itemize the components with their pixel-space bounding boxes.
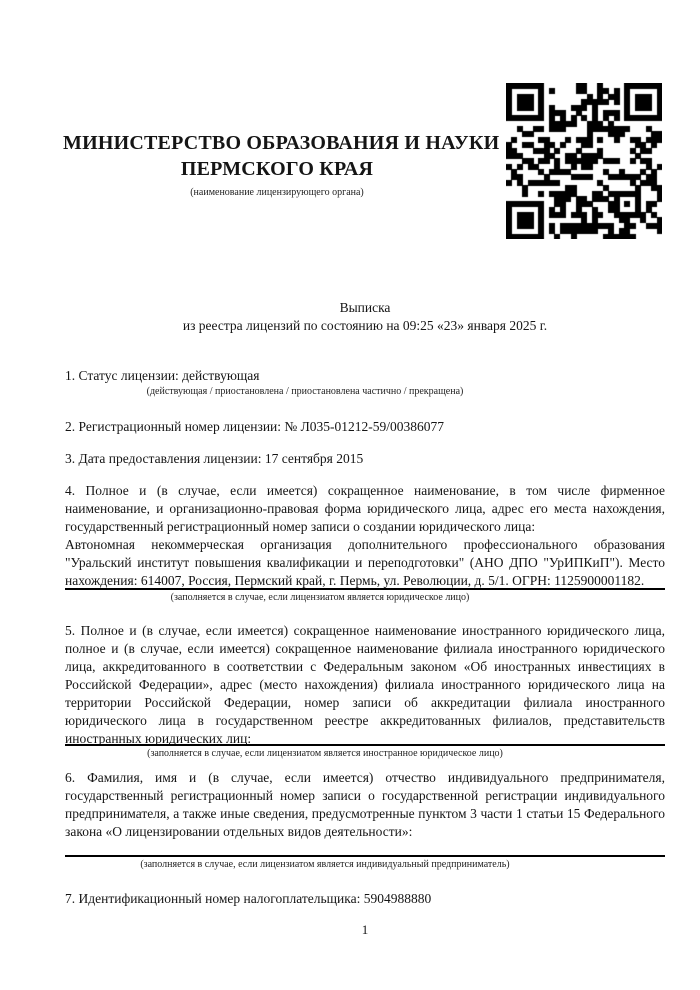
page-number: 1 <box>361 922 369 937</box>
field-individual-entrepreneur: 6. Фамилия, имя и (в случае, если имеется) отчество индивидуального предпринимателя, государственный регистрационный номер записи о государственной регистрации индивидуального предпринимателя, а также иные сведения, предусмотренные пунктом 3 части 1 статьи 15 Федерального закона «О лицензировании отдельных видов деятельности»: <box>65 770 665 839</box>
divider-foreign-entity <box>65 744 665 746</box>
document-title <box>65 299 665 334</box>
document-title-line1: Выписка <box>339 300 391 315</box>
authority-name-line1: МИНИСТЕРСТВО ОБРАЗОВАНИЯ И НАУКИ <box>63 132 500 154</box>
authority-name-line2: ПЕРМСКОГО КРАЯ <box>180 158 374 180</box>
field-license-status-caption: (действующая / приостановлена / приостановлена частично / прекращена) <box>146 386 464 397</box>
divider-individual-entrepreneur <box>65 855 665 857</box>
field-license-status: 1. Статус лицензии: действующая <box>65 368 260 383</box>
field-individual-entrepreneur-caption: (заполняется в случае, если лицензиатом является индивидуальный предприниматель) <box>140 859 510 870</box>
field-grant-date: 3. Дата предоставления лицензии: 17 сентября 2015 <box>65 451 364 466</box>
field-legal-entity-label: 4. Полное и (в случае, если имеется) сокращенное наименование, в том числе фирменное наименование, и организационно-правовая форма юридического лица, адрес его места нахождения, государственный регистрационный номер записи о создании юридического лица: <box>65 483 665 534</box>
licensing-authority-header <box>63 130 500 198</box>
field-legal-entity <box>65 482 665 590</box>
document-title-line2: из реестра лицензий по состоянию на 09:25 «23» января 2025 г. <box>182 317 548 333</box>
field-foreign-entity-caption: (заполняется в случае, если лицензиатом является иностранное юридическое лицо) <box>147 748 503 759</box>
qr-code-icon <box>506 83 662 239</box>
authority-name-caption: (наименование лицензирующего органа) <box>190 187 364 198</box>
field-legal-entity-caption: (заполняется в случае, если лицензиатом является юридическое лицо) <box>170 592 470 603</box>
divider-legal-entity <box>65 588 665 590</box>
field-legal-entity-value: Автономная некоммерческая организация дополнительного профессионального образования "Уральский институт повышения квалификации и переподготовки" (АНО ДПО "УрИПКиП"). Место нахождения: 614007, Россия, Пермский край, г. Пермь, ул. Революции, д. 5/1. ОГРН: 1125900001182. <box>65 537 665 588</box>
field-registration-number: 2. Регистрационный номер лицензии: № Л035-01212-59/00386077 <box>65 419 445 434</box>
field-taxpayer-number: 7. Идентификационный номер налогоплательщика: 5904988880 <box>65 891 432 906</box>
field-foreign-entity: 5. Полное и (в случае, если имеется) сокращенное наименование иностранного юридического лица, полное и (в случае, если имеется) сокращенное наименование филиала иностранного юридического лица, аккредитованного в соответствии с Федеральным законом «Об иностранных инвестициях в Российской Федерации», адрес (место нахождения) филиала иностранного юридического лица на территории Российской Федерации, номер записи об аккредитации филиала иностранного юридического лица в государственном реестре аккредитованных филиалов, представительств иностранных юридических лиц: <box>65 623 665 746</box>
